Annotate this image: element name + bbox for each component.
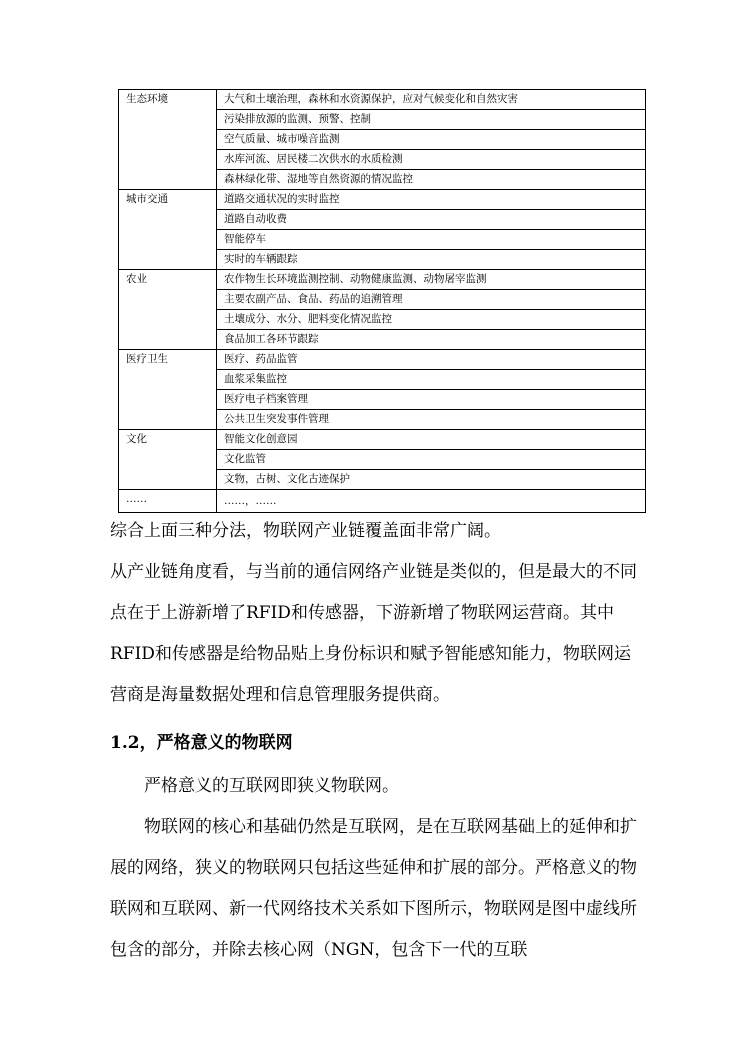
application-cell: 文化监管	[217, 450, 646, 470]
category-cell: 医疗卫生	[119, 350, 217, 430]
table-row	[119, 490, 646, 513]
application-cell: 森林绿化带、湿地等自然资源的情况监控	[217, 170, 646, 190]
category-cell: 城市交通	[119, 190, 217, 270]
application-cell: 农作物生长环境监测控制、动物健康监测、动物屠宰监测	[217, 270, 646, 290]
application-cell: 大气和土壤治理，森林和水资源保护，应对气候变化和自然灾害	[217, 90, 646, 110]
application-table	[118, 89, 646, 513]
category-cell: 农业	[119, 270, 217, 350]
table-row	[119, 430, 646, 450]
definition-paragraph: 严格意义的互联网即狭义物联网。	[144, 776, 399, 796]
application-cell: 智能文化创意园	[217, 430, 646, 450]
application-cell: 道路自动收费	[217, 210, 646, 230]
table-row	[119, 90, 646, 110]
category-cell: 生态环境	[119, 90, 217, 190]
application-cell: 实时的车辆跟踪	[217, 250, 646, 270]
application-cell: ……，……	[217, 490, 646, 513]
core-paragraph: 物联网的核心和基础仍然是互联网，是在互联网基础上的延伸和扩展的网络，狭义的物联网只包括这些延伸和扩展的部分。严格意义的物联网和互联网、新一代网络技术关系如下图所示，物联网是图中虚线所包含的部分，并除去核心网（NGN，包含下一代的互联	[110, 817, 637, 960]
table-row	[119, 270, 646, 290]
application-cell: 医疗、药品监管	[217, 350, 646, 370]
application-cell: 污染排放源的监测、预警、控制	[217, 110, 646, 130]
table-row	[119, 350, 646, 370]
application-cell: 医疗电子档案管理	[217, 390, 646, 410]
section-heading: 1.2，严格意义的物联网	[110, 733, 293, 753]
application-cell: 空气质量、城市噪音监测	[217, 130, 646, 150]
application-cell: 土壤成分、水分、肥料变化情况监控	[217, 310, 646, 330]
application-cell: 主要农副产品、食品、药品的追溯管理	[217, 290, 646, 310]
table-row	[119, 190, 646, 210]
industry-chain-paragraph: 从产业链角度看，与当前的通信网络产业链是类似的，但是最大的不同点在于上游新增了RFID和传感器，下游新增了物联网运营商。其中RFID和传感器是给物品贴上身份标识和赋予智能感知能力，物联网运营商是海量数据处理和信息管理服务提供商。	[110, 562, 637, 705]
application-cell: 血浆采集监控	[217, 370, 646, 390]
summary-paragraph: 综合上面三种分法，物联网产业链覆盖面非常广阔。	[110, 521, 501, 541]
application-cell: 道路交通状况的实时监控	[217, 190, 646, 210]
application-cell: 公共卫生突发事件管理	[217, 410, 646, 430]
category-cell: ……	[119, 490, 217, 513]
application-cell: 智能停车	[217, 230, 646, 250]
category-cell: 文化	[119, 430, 217, 490]
application-cell: 文物，古树、文化古迹保护	[217, 470, 646, 490]
application-cell: 水库河流、居民楼二次供水的水质检测	[217, 150, 646, 170]
application-cell: 食品加工各环节跟踪	[217, 330, 646, 350]
